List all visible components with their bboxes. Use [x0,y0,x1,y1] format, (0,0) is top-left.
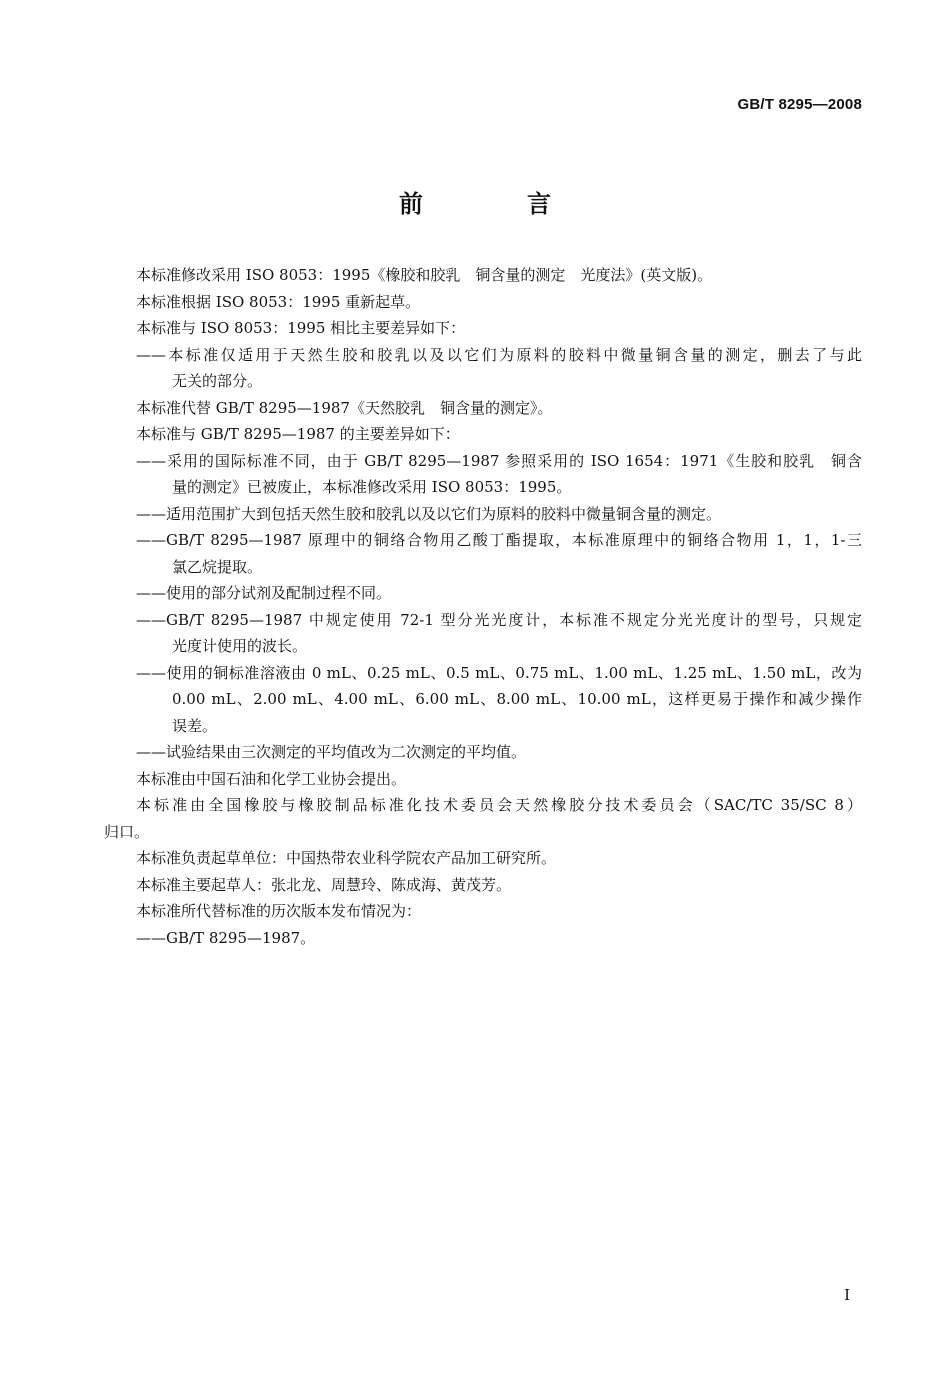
paragraph: 本标准代替 GB/T 8295—1987《天然胶乳 铜含量的测定》。 [136,398,553,417]
standard-code: GB/T 8295—2008 [737,96,862,113]
paragraph: 本标准负责起草单位：中国热带农业科学院农产品加工研究所。 [136,849,557,867]
list-item-continuation: 无关的部分。 [172,372,263,390]
paragraph: 本标准与 ISO 8053：1995 相比主要差异如下： [136,319,466,337]
list-item-continuation: 光度计使用的波长。 [172,637,308,655]
list-item: ——本标准仅适用于天然生胶和胶乳以及以它们为原料的胶料中微量铜含量的测定，删去了与此 [136,345,862,364]
paragraph: 本标准修改采用 ISO 8053：1995《橡胶和胶乳 铜含量的测定 光度法》(英文版)。 [136,266,713,284]
page-number: I [844,1286,850,1304]
list-item: ——使用的铜标准溶液由 0 mL、0.25 mL、0.5 mL、0.75 mL、1.00 mL、1.25 mL、1.50 mL，改为 [136,663,862,682]
list-item: ——GB/T 8295—1987 中规定使用 72-1 型分光光度计，本标准不规定分光光度计的型号，只规定 [136,610,862,629]
list-item: ——GB/T 8295—1987 原理中的铜络合物用乙酸丁酯提取，本标准原理中的铜络合物用 1，1，1-三 [136,531,862,549]
paragraph: 本标准主要起草人：张北龙、周慧玲、陈成海、黄茂芳。 [136,875,512,894]
paragraph: 本标准所代替标准的历次版本发布情况为： [136,902,422,920]
paragraph: 本标准由中国石油和化学工业协会提出。 [136,769,407,788]
list-item-continuation: 氯乙烷提取。 [172,557,263,576]
paragraph: 本标准根据 ISO 8053：1995 重新起草。 [136,292,421,311]
list-item: ——使用的部分试剂及配制过程不同。 [136,584,392,602]
list-item-continuation: 量的测定》已被废止，本标准修改采用 ISO 8053：1995。 [172,478,572,496]
paragraph-continuation: 归口。 [104,822,150,841]
paragraph: 本标准与 GB/T 8295—1987 的主要差异如下： [136,425,460,443]
list-item: ——GB/T 8295—1987。 [136,928,316,947]
foreword-body [104,262,862,951]
list-item-continuation: 0.00 mL、2.00 mL、4.00 mL、6.00 mL、8.00 mL、10.00 mL，这样更易于操作和减少操作 [172,690,862,708]
list-item-continuation: 误差。 [172,716,218,735]
list-item: ——采用的国际标准不同，由于 GB/T 8295—1987 参照采用的 ISO 1654：1971《生胶和胶乳 铜含 [136,451,862,470]
paragraph: 本标准由全国橡胶与橡胶制品标准化技术委员会天然橡胶分技术委员会（SAC/TC 35/SC 8） [136,796,862,814]
page-title: 前 言 [399,190,591,218]
list-item: ——试验结果由三次测定的平均值改为二次测定的平均值。 [136,743,527,761]
list-item: ——适用范围扩大到包括天然生胶和胶乳以及以它们为原料的胶料中微量铜含量的测定。 [136,504,722,523]
